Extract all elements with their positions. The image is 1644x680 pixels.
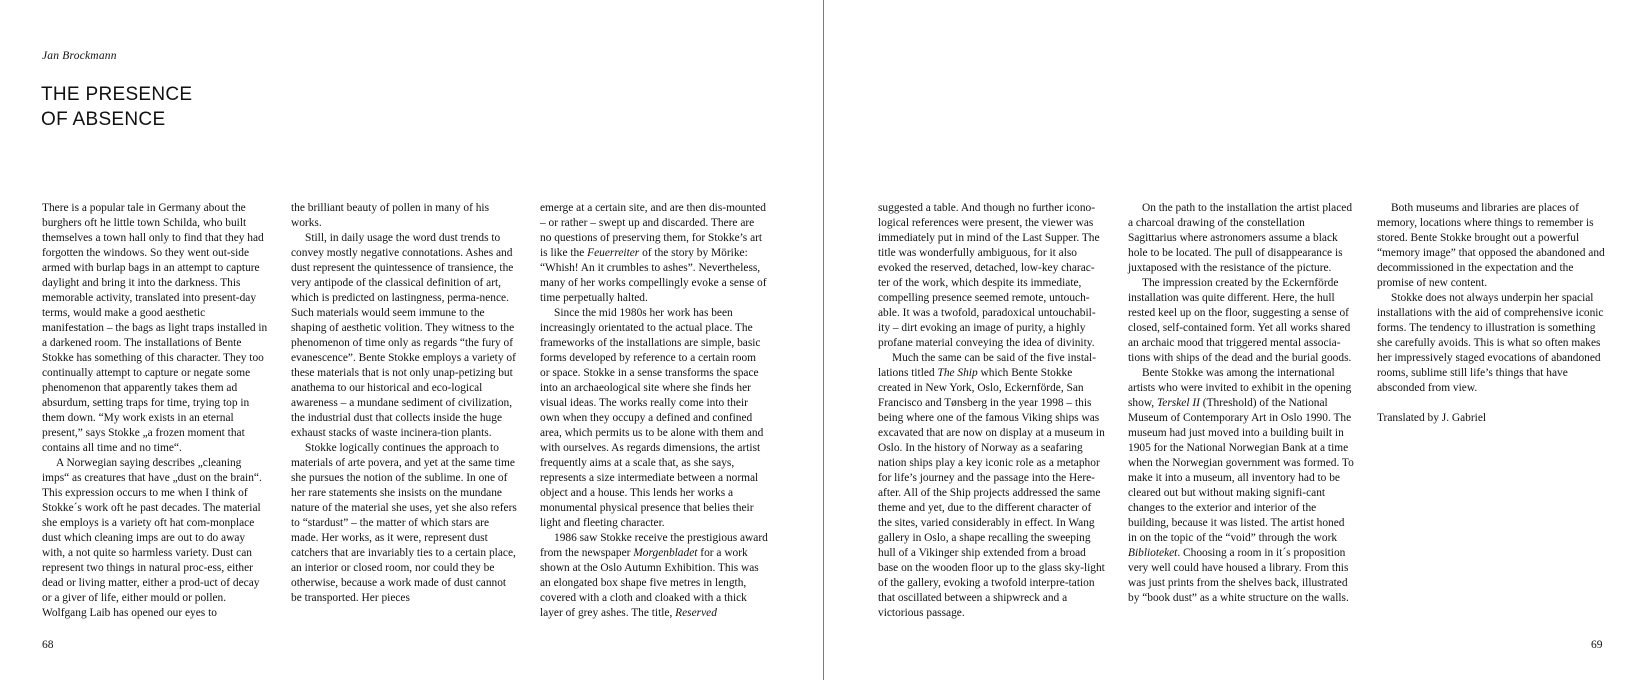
paragraph: Still, in daily usage the word dust trends to convey mostly negative connotations. Ashes and dust represent the quintessence of transience, the very antipode of the classical definition of art, which is predicted on lastingness, perma-nence. Such materials would seem immune to the shaping of aesthetic volition. They witness to the phenomenon of time only as regards “the fury of evanescence”. Bente Stokke employs a variety of these materials that is not only unap-petizing but anathema to our historical and eco-logical awareness – a mundane sediment of civilization, the industrial dust that collects inside the huge exhaust stacks of waste incinera-tion plants. [291, 232, 516, 439]
paragraph: the brilliant beauty of pollen in many of his works. [291, 202, 490, 229]
paragraph: Since the mid 1980s her work has been increasingly orientated to the actual place. The frameworks of the installations are simple, basic forms developed by reference to a certain room or space. Stokke in a sense transforms the space into an archaeological site where she finds her visual ideas. The works really come into their own when they occupy a defined and confined area, which permits us to be alone with them and with ourselves. As regards dimensions, the artist frequently aims at a scale that, as she says, represents a size intermediate between a normal object and a house. This lends her works a monumental physical presence that belies their light and fleeting character. [540, 307, 764, 529]
paragraph: Stokke logically continues the approach to materials of arte povera, and yet at the same time she pursues the notion of the sublime. In one of her rare statements she insists on the mundane nature of the material she uses, yet she also refers to “stardust” – the matter of which stars are made. Her works, as it were, represent dust catchers that are invariably ties to a certain place, an interior or closed room, nor could they be otherwise, because a work made of dust cannot be transported. Her pieces [291, 442, 517, 604]
text-column-2 [291, 201, 519, 606]
translator-credit: Translated by J. Gabriel [1377, 412, 1487, 424]
text-column-4 [878, 201, 1106, 621]
paragraph: The impression created by the Eckernförde installation was quite different. Here, the hull rested keel up on the floor, suggesting a sense of closed, self-contained form. Yet all works shared an archaic mood that triggered mental associa-tions with ships of the dead and the burial goods. [1128, 277, 1352, 364]
text-column-5 [1128, 201, 1356, 606]
gutter-divider [823, 0, 824, 680]
italic-title: Terskel II [1157, 397, 1200, 409]
title-line-1: THE PRESENCE [41, 84, 193, 105]
author-name: Jan Brockmann [42, 50, 117, 62]
paragraph: Both museums and libraries are places of memory, locations where things to remember is stored. Bente Stokke brought out a powerful “memory image” that opposed the abandoned and decommissioned in the expectation and the promise of new content. [1377, 202, 1605, 289]
paragraph: A Norwegian saying describes „cleaning imps“ as creatures that have „dust on the brain“. This expression occurs to me when I think of Stokke´s work oft he past decades. The material she employs is a variety oft hat com-monplace dust which cleaning imps are out to do away with, a not quite so harmless variety. Dust can represent two things in natural proc-ess, either dead or living matter, either a prod-uct of decay or a giver of life, either mould or pollen. Wolfgang Laib has opened our eyes to [42, 457, 262, 619]
article-title [41, 82, 192, 132]
paragraph: Much the same can be said of the five instal-lations titled The Ship which Bente Stokke created in New York, Oslo, Eckernförde, San Francisco and Tønsberg in the year 1998 – this being where one of the famous Viking ships was excavated that are now on display at a museum in Oslo. In the history of Norway as a seafaring nation ships play a key iconic role as a metaphor for life’s journey and the passage into the Here-after. All of the Ship projects addressed the same theme and yet, due to the different character of the sites, varied considerably in effect. In Wang gallery in Oslo, a shape recalling the sweeping hull of a Vikinger ship extended from a broad base on the wooden floor up to the glass sky-light of the gallery, evoking a twofold interpre-tation that oscillated between a shipwreck and a victorious passage. [878, 352, 1105, 619]
text-column-6 [1377, 201, 1605, 426]
paragraph: On the path to the installation the artist placed a charcoal drawing of the constellation Sagittarius where astronomers assume a black hole to be located. The pull of disappearance is juxtaposed with the resistance of the picture. [1128, 202, 1353, 274]
text-column-3 [540, 201, 768, 621]
paragraph: There is a popular tale in Germany about the burghers oft he little town Schilda, who built themselves a town hall only to find that they had forgotten the windows. So they went out-side armed with burlap bags in an attempt to capture daylight and bring it into the darkness. This memorable activity, translated into present-day terms, would make a good aesthetic manifestation – the bags as light traps installed in a darkened room. The installations of Bente Stokke has something of this character. They too continually attempt to capture or negate some phenomenon that apparently takes them ad absurdum, setting traps for time, trying top in them down. “My work exists in an eternal present,” says Stokke „a frozen moment that contains all time and no time“. [42, 202, 268, 454]
italic-title: The Ship [937, 367, 978, 379]
page-number-right: 69 [1591, 639, 1603, 651]
text-column-1 [42, 201, 270, 621]
paragraph: 1986 saw Stokke receive the prestigious award from the newspaper Morgenbladet for a work shown at the Oslo Autumn Exhibition. This was an elongated box shape five metres in length, covered with a cloth and cloaked with a thick layer of grey ashes. The title, Reserved [540, 532, 768, 619]
italic-title: Morgenbladet [633, 547, 698, 559]
paragraph: Bente Stokke was among the international artists who were invited to exhibit in the opening show, Terskel II (Threshold) of the National Museum of Contemporary Art in Oslo 1990. The museum had just moved into a building built in 1905 for the National Norwegian Bank at a time when the Norwegian government was formed. To make it into a museum, all inventory had to be cleared out but without making signifi-cant changes to the exterior and interior of the building, because it was listed. The artist honed in on the topic of the “void” through the work Biblioteket. Choosing a room in it´s proposition very well could have housed a library. From this was just prints from the shelves back, illustrated by “book dust” as a white structure on the walls. [1128, 367, 1354, 604]
italic-title: Reserved [675, 607, 717, 619]
paragraph: Stokke does not always underpin her spacial installations with the aid of comprehensive iconic forms. The tendency to illustration is something she carefully avoids. This is what so often makes her impressively staged evocations of abandoned rooms, sublime still life’s things that have absconded from view. [1377, 292, 1604, 394]
italic-title: Feuerreiter [587, 247, 640, 259]
italic-title: Biblioteket [1128, 547, 1178, 559]
title-line-2: OF ABSENCE [41, 109, 166, 130]
page-number-left: 68 [42, 639, 54, 651]
paragraph: emerge at a certain site, and are then dis-mounted – or rather – swept up and discarded. There are no questions of preserving them, for Stokke’s art is like the Feuerreiter of the story by Mörike: “Whish! An it crumbles to ashes”. Nevertheless, many of her works compellingly evoke a sense of time perpetually halted. [540, 202, 767, 304]
paragraph: suggested a table. And though no further icono-logical references were present, the viewer was immediately put in mind of the Last Supper. The title was wonderfully ambiguous, for it also evoked the reserved, detached, low-key charac-ter of the work, which despite its immediate, compelling presence seemed remote, untouch-able. It was a twofold, paradoxical untouchabil-ity – dirt evoking an image of purity, a highly profane material conveying the idea of divinity. [878, 202, 1100, 349]
